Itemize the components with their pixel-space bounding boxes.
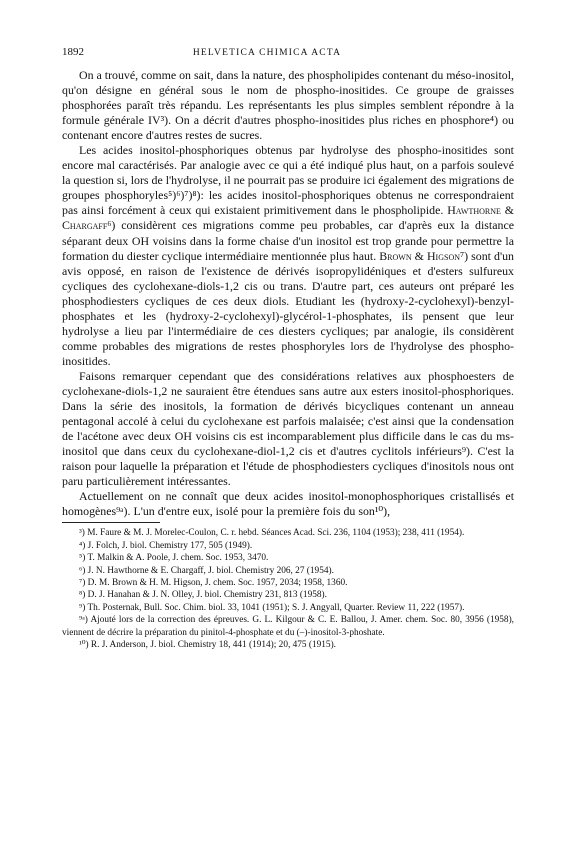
page-number: 1892 [62,46,84,58]
footnote-divider [62,522,160,523]
footnote: ⁴) J. Folch, J. biol. Chemistry 177, 505 (1949). [79,540,253,551]
running-header [62,46,514,68]
footnote: ³) M. Faure & M. J. Morelec-Coulon, C. r. hebd. Séances Acad. Sci. 236, 1104 (1953); 238, 411 (1954). [79,528,465,539]
paragraph-4: Actuellement on ne connaît que deux acides inositol-monophosphoriques cristallisés et homogènes⁹ᵃ). L'un d'entre eux, isolé pour la première fois du son¹⁰), [62,489,514,519]
footnote: ⁹) Th. Posternak, Bull. Soc. Chim. biol. 33, 1041 (1951); S. J. Angyall, Quarter. Review 11, 222 (1957). [79,602,465,613]
body-text [62,68,514,519]
footnote: ¹⁰) R. J. Anderson, J. biol. Chemistry 18, 441 (1914); 20, 475 (1915). [79,640,337,651]
footnotes [62,527,514,651]
paragraph-2: Les acides inositol-phosphoriques obtenus par hydrolyse des phospho-inositides sont encore mal caractérisés. Par analogie avec ce qui a été indiqué plus haut, on a parfois soulevé la question si, lors de l'hydrolyse, il ne pourrait pas se produire ici également des migrations de groupes phosphoryles⁵)⁶)⁷)⁸): les acides inositol-phosphoriques obtenus ne correspondraient pas ainsi forcément à ceux qui existaient primitivement dans le phospholipide. Hawthorne & Chargaff⁶) considèrent ces migrations comme peu probables, car d'après eux la distance séparant deux OH voisins dans la forme chaise d'un inositol est trop grande pour permettre la formation du diester cyclique intermédiaire mentionnée plus haut. Brown & Higson⁷) sont d'un avis opposé, en raison de l'existence de dérivés isopropylidéniques et d'esters sulfureux cycliques des cyclohexane-diols-1,2 cis ou trans. D'autre part, ces auteurs ont préparé les phosphodiesters cycliques de ces deux diols. Etudiant les (hydroxy-2-cyclohexyl)-benzyl-phosphates et les (hydroxy-2-cyclohexyl)-glycérol-1-phosphates, ils pensent que leur hydrolyse a lieu par l'intermédiaire de ces diesters cycliques; par analogie, ils considèrent comme probables des migrations de restes phosphoryles lors de l'hydrolyse des phospho-inositides. [62,143,514,368]
journal-title: HELVETICA CHIMICA ACTA [192,48,342,58]
footnote: ⁶) J. N. Hawthorne & E. Chargaff, J. biol. Chemistry 206, 27 (1954). [79,565,334,576]
paragraph-1: On a trouvé, comme on sait, dans la nature, des phospholipides contenant du méso-inositol, qu'on désigne en général sous le nom de phospho-inositides. Ce groupe de graisses phosphorées paraît très répandu. Les représentants les plus simples semblent répondre à la formule générale IV³). On a décrit d'autres phospho-inositides plus riches en phosphore⁴) ou contenant encore d'autres restes de sucres. [62,68,514,143]
footnote: ⁷) D. M. Brown & H. M. Higson, J. chem. Soc. 1957, 2034; 1958, 1360. [79,578,348,589]
footnote: ⁵) T. Malkin & A. Poole, J. chem. Soc. 1953, 3470. [79,553,269,564]
author-citation: Hawthorne & Chargaff [62,203,514,233]
author-citation: Brown & Higson [379,248,460,263]
footnote: ⁹ᵃ) Ajouté lors de la correction des épreuves. G. L. Kilgour & C. E. Ballou, J. Amer. chem. Soc. 80, 3956 (1958), viennent de décrire la préparation du pinitol-4-phosphate et du (–)-inositol-3-phoshate. [62,615,514,638]
paragraph-3: Faisons remarquer cependant que des considérations relatives aux phosphoesters de cyclohexane-diols-1,2 ne sauraient être étendues sans autre aux esters inositol-phosphoriques. Dans la série des inositols, la formation de dérivés bicycliques contenant un anneau pentagonal accolé à celui du cyclohexane est parfois malaisée; c'est ainsi que la condensation de l'acétone avec deux OH voisins cis est incomparablement plus difficile dans le cas du ms-inositol que dans ceux du cyclohexane-diol-1,2 cis et d'autres cyclitols inférieurs⁹). C'est la raison pour laquelle la préparation et l'étude de phosphodiesters cycliques d'inositols nous ont paru particulièrement intéressantes. [62,368,514,489]
footnote: ⁸) D. J. Hanahan & J. N. Olley, J. biol. Chemistry 231, 813 (1958). [79,590,327,601]
